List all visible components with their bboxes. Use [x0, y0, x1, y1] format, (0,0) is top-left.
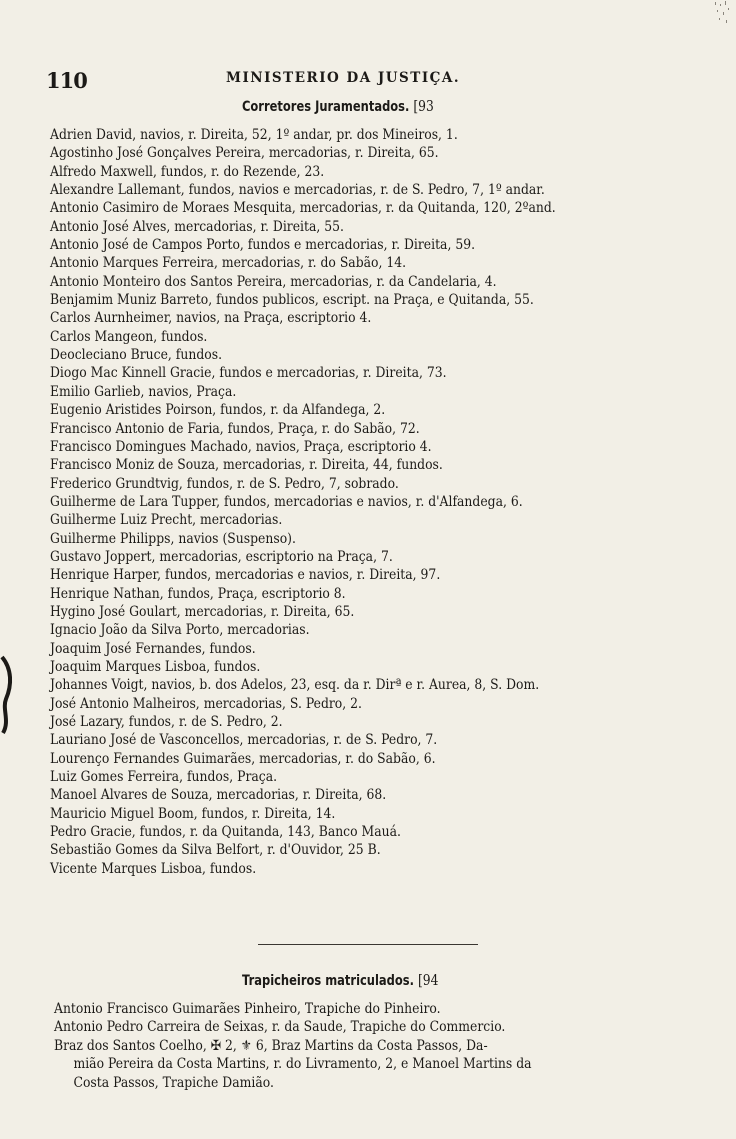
section-heading-corretores	[242, 97, 434, 115]
list-item: Henrique Harper, fundos, mercadorias e navios, r. Direita, 97.	[50, 567, 441, 584]
list-item: Emilio Garlieb, navios, Praça.	[50, 383, 237, 400]
list-item: Braz dos Santos Coelho, ✠ 2, ⚜ 6, Braz Martins da Costa Passos, Da-	[54, 1037, 488, 1054]
section-heading-trapicheiros	[242, 971, 438, 989]
list-item: Johannes Voigt, navios, b. dos Adelos, 23, esq. da r. Dirª e r. Aurea, 8, S. Dom.	[50, 677, 540, 694]
list-item: Diogo Mac Kinnell Gracie, fundos e mercadorias, r. Direita, 73.	[50, 365, 447, 382]
list-item: Alexandre Lallemant, fundos, navios e mercadorias, r. de S. Pedro, 7, 1º andar.	[50, 182, 545, 199]
list-item: Hygino José Goulart, mercadorias, r. Direita, 65.	[50, 603, 355, 620]
running-title: MINISTERIO DA JUSTIÇA.	[226, 70, 461, 86]
list-item: Antonio José Alves, mercadorias, r. Direita, 55.	[50, 218, 344, 235]
list-item: Antonio José de Campos Porto, fundos e mercadorias, r. Direita, 59.	[50, 237, 476, 254]
section-divider	[258, 944, 478, 945]
list-item: Pedro Gracie, fundos, r. da Quitanda, 143, Banco Mauá.	[50, 824, 401, 841]
list-item: Francisco Domingues Machado, navios, Praça, escriptorio 4.	[50, 438, 432, 455]
list-item: Guilherme Philipps, navios (Suspenso).	[50, 530, 296, 547]
corretores-list	[50, 126, 700, 878]
list-item: Eugenio Aristides Poirson, fundos, r. da Alfandega, 2.	[50, 402, 386, 419]
list-item: Manoel Alvares de Souza, mercadorias, r. Direita, 68.	[50, 787, 387, 804]
scan-speck	[712, 0, 732, 26]
list-item: Francisco Moniz de Souza, mercadorias, r. Direita, 44, fundos.	[50, 457, 443, 474]
page-number: 110	[46, 68, 87, 93]
binding-mark	[0, 655, 14, 735]
list-item: Adrien David, navios, r. Direita, 52, 1º andar, pr. dos Mineiros, 1.	[50, 127, 458, 143]
list-item: Antonio Pedro Carreira de Seixas, r. da Saude, Trapiche do Commercio.	[54, 1019, 506, 1036]
list-item: Mauricio Miguel Boom, fundos, r. Direita, 14.	[50, 805, 336, 822]
list-item: Antonio Casimiro de Moraes Mesquita, mercadorias, r. da Quitanda, 120, 2ºand.	[50, 200, 556, 217]
section-title: Corretores Juramentados.	[242, 99, 410, 115]
list-item: Carlos Aurnheimer, navios, na Praça, escriptorio 4.	[50, 310, 372, 327]
section-number: [94	[417, 971, 439, 989]
trapicheiros-list	[54, 1000, 704, 1092]
list-item-continuation: Costa Passos, Trapiche Damião.	[73, 1074, 274, 1091]
list-item: Ignacio João da Silva Porto, mercadorias.	[50, 622, 310, 639]
list-item: Antonio Marques Ferreira, mercadorias, r. do Sabão, 14.	[50, 255, 407, 272]
list-item: Francisco Antonio de Faria, fundos, Praça, r. do Sabão, 72.	[50, 420, 420, 437]
section-title: Trapicheiros matriculados.	[242, 973, 414, 989]
list-item: Guilherme Luiz Precht, mercadorias.	[50, 512, 283, 529]
list-item: Sebastião Gomes da Silva Belfort, r. d'Ouvidor, 25 B.	[50, 842, 381, 859]
list-item: Henrique Nathan, fundos, Praça, escriptorio 8.	[50, 585, 346, 602]
list-item: Guilherme de Lara Tupper, fundos, mercadorias e navios, r. d'Alfandega, 6.	[50, 493, 523, 510]
list-item: José Antonio Malheiros, mercadorias, S. Pedro, 2.	[50, 695, 362, 712]
list-item: Deocleciano Bruce, fundos.	[50, 347, 223, 364]
list-item: Gustavo Joppert, mercadorias, escriptorio na Praça, 7.	[50, 548, 393, 565]
list-item: José Lazary, fundos, r. de S. Pedro, 2.	[50, 714, 283, 730]
section-number: [93	[413, 97, 434, 115]
list-item: Vicente Marques Lisboa, fundos.	[50, 860, 257, 877]
list-item: Agostinho José Gonçalves Pereira, mercadorias, r. Direita, 65.	[50, 145, 439, 162]
list-item: Frederico Grundtvig, fundos, r. de S. Pedro, 7, sobrado.	[50, 475, 399, 492]
list-item: Lourenço Fernandes Guimarães, mercadorias, r. do Sabão, 6.	[50, 750, 436, 767]
list-item: Antonio Monteiro dos Santos Pereira, mercadorias, r. da Candelaria, 4.	[50, 273, 497, 290]
list-item: Joaquim Marques Lisboa, fundos.	[50, 658, 261, 675]
list-item-continuation: mião Pereira da Costa Martins, r. do Livramento, 2, e Manoel Martins da	[73, 1056, 532, 1073]
list-item: Carlos Mangeon, fundos.	[50, 328, 208, 345]
list-item: Lauriano José de Vasconcellos, mercadorias, r. de S. Pedro, 7.	[50, 732, 438, 749]
list-item: Luiz Gomes Ferreira, fundos, Praça.	[50, 769, 278, 786]
list-item: Benjamim Muniz Barreto, fundos publicos, escript. na Praça, e Quitanda, 55.	[50, 292, 534, 309]
list-item: Alfredo Maxwell, fundos, r. do Rezende, 23.	[50, 163, 325, 180]
list-item: Joaquim José Fernandes, fundos.	[50, 640, 256, 657]
list-item: Antonio Francisco Guimarães Pinheiro, Trapiche do Pinheiro.	[54, 1001, 441, 1017]
